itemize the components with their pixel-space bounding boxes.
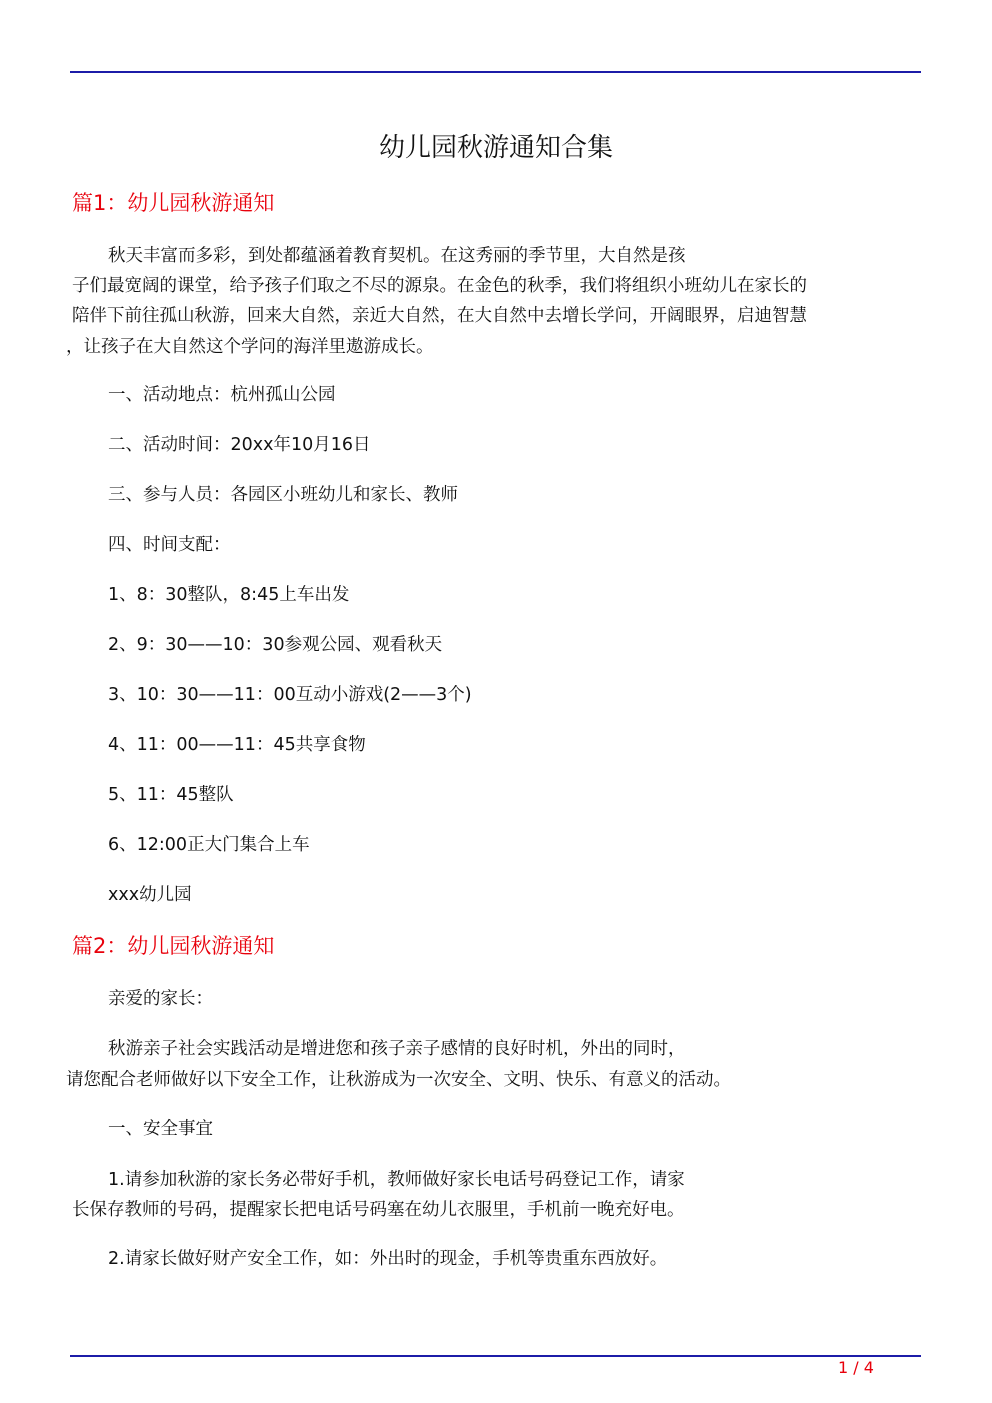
list-item: 四、时间支配： xyxy=(108,535,231,555)
greeting: 亲爱的家长： xyxy=(108,989,213,1009)
list-item: 5、11：45整队 xyxy=(108,785,234,805)
list-item: 一、活动地点：杭州孤山公园 xyxy=(108,385,336,405)
list-item: 三、参与人员：各园区小班幼儿和家长、教师 xyxy=(108,485,458,505)
section-heading-1: 篇1：幼儿园秋游通知 xyxy=(72,191,275,215)
paragraph-line: 秋游亲子社会实践活动是增进您和孩子亲子感情的良好时机，外出的同时， xyxy=(108,1039,686,1059)
paragraph-line: 1.请参加秋游的家长务必带好手机，教师做好家长电话号码登记工作，请家 xyxy=(108,1170,685,1190)
paragraph-line: ，让孩子在大自然这个学问的海洋里遨游成长。 xyxy=(66,337,434,357)
paragraph-line: 2.请家长做好财产安全工作，如：外出时的现金，手机等贵重东西放好。 xyxy=(108,1249,668,1269)
page-number: 1 / 4 xyxy=(838,1358,874,1377)
header-rule xyxy=(70,71,921,73)
list-item: 4、11：00——11：45共享食物 xyxy=(108,735,366,755)
subheading: 一、安全事宜 xyxy=(108,1119,213,1139)
page-title: 幼儿园秋游通知合集 xyxy=(378,133,613,163)
list-item: 2、9：30——10：30参观公园、观看秋天 xyxy=(108,635,443,655)
signature-line: xxx幼儿园 xyxy=(108,885,192,905)
paragraph-line: 请您配合老师做好以下安全工作，让秋游成为一次安全、文明、快乐、有意义的活动。 xyxy=(66,1070,731,1090)
footer-rule xyxy=(70,1355,921,1357)
paragraph-line: 陪伴下前往孤山秋游，回来大自然，亲近大自然，在大自然中去增长学问，开阔眼界，启迪智慧 xyxy=(72,306,807,326)
list-item: 二、活动时间：20xx年10月16日 xyxy=(108,435,371,455)
paragraph-line: 长保存教师的号码，提醒家长把电话号码塞在幼儿衣服里，手机前一晚充好电。 xyxy=(72,1200,685,1220)
paragraph-line: 子们最宽阔的课堂，给予孩子们取之不尽的源泉。在金色的秋季，我们将组织小班幼儿在家长的 xyxy=(72,276,807,296)
list-item: 1、8：30整队，8:45上车出发 xyxy=(108,585,350,605)
section-heading-2: 篇2：幼儿园秋游通知 xyxy=(72,934,275,958)
list-item: 6、12:00正大门集合上车 xyxy=(108,835,310,855)
paragraph-line: 秋天丰富而多彩，到处都蕴涵着教育契机。在这秀丽的季节里，大自然是孩 xyxy=(108,246,686,266)
list-item: 3、10：30——11：00互动小游戏(2——3个) xyxy=(108,685,472,705)
